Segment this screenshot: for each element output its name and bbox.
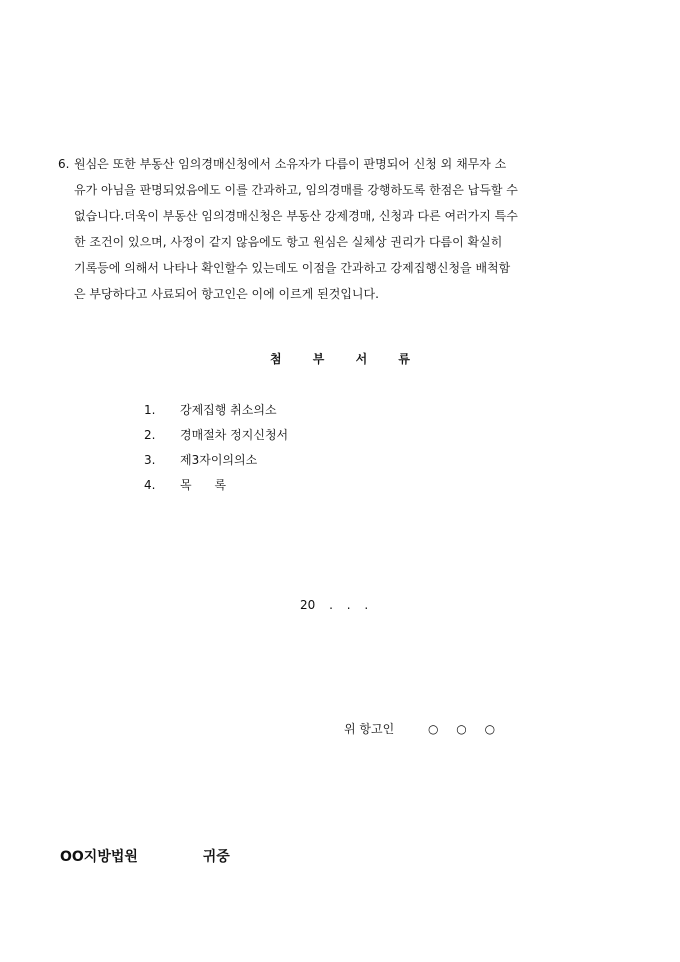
heading-char: 부 (312, 352, 325, 366)
heading-char: 서 (355, 352, 368, 366)
court-recipient: 귀중 (202, 849, 230, 865)
list-item (144, 398, 288, 423)
paragraph-line: 기록등에 의해서 나타나 확인할수 있는데도 이점을 간과하고 강제집행신청을 배척함 (74, 261, 511, 275)
item-label: 제3자이의의소 (180, 453, 258, 467)
heading-char: 첨 (270, 352, 282, 366)
item-label: 경매절차 정지신청서 (180, 428, 289, 442)
filing-date: 20 . . . (300, 598, 369, 612)
paragraph-line-text: 원심은 또한 부동산 임의경매신청에서 소유자가 다름이 판명되어 신청 외 채무자 소 (74, 157, 507, 171)
paragraph-line: 은 부당하다고 사료되어 항고인은 이에 이르게 된것입니다. (74, 287, 379, 301)
court-addressee (60, 846, 230, 866)
list-item (144, 423, 288, 448)
attachments-heading (270, 350, 410, 367)
paragraph-line: 한 조건이 있으며, 사정이 같지 않음에도 항고 원심은 실체상 권리가 다름이 확실히 (74, 235, 503, 249)
item-number: 4. (144, 478, 156, 492)
item-label: 강제집행 취소의소 (180, 403, 277, 417)
appellant-signature (344, 720, 495, 737)
appellant-label: 위 항고인 (344, 722, 395, 736)
item-number: 3. (144, 453, 156, 467)
list-item (144, 473, 288, 498)
argument-paragraph (58, 151, 634, 307)
appellant-name: ○ ○ ○ (428, 722, 496, 736)
paragraph-line: 없습니다.더욱이 부동산 임의경매신청은 부동산 강제경매, 신청과 다른 여러가지 특수 (74, 209, 518, 223)
item-label: 목 록 (180, 478, 227, 492)
attachments-list (144, 398, 288, 498)
paragraph-line (58, 151, 634, 177)
list-item (144, 448, 288, 473)
item-number: 2. (144, 428, 156, 442)
paragraph-line: 유가 아님을 판명되었음에도 이를 간과하고, 임의경매를 강행하도록 한점은 납득할 수 (74, 183, 518, 197)
paragraph-number: 6. (58, 157, 70, 171)
item-number: 1. (144, 403, 156, 417)
court-name: OO지방법원 (60, 849, 138, 865)
heading-char: 류 (398, 352, 410, 366)
